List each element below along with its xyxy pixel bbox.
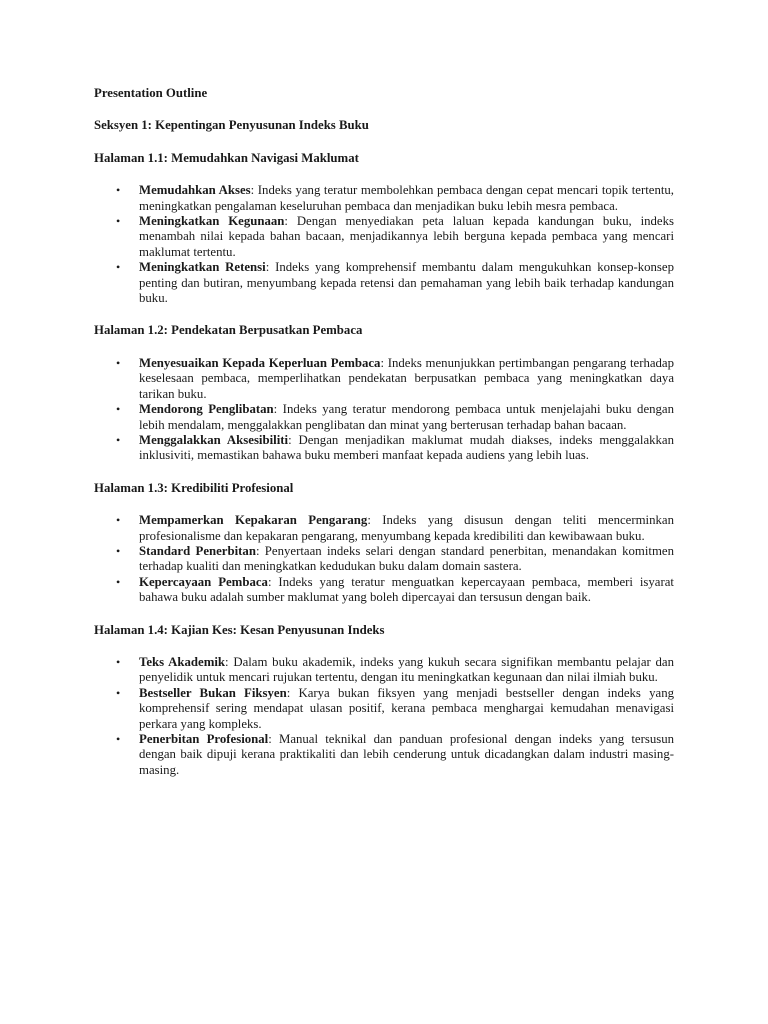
bullet-text: : Karya bukan fiksyen yang menjadi bestseller dengan indeks yang komprehensif sering mendapat ulasan positif, kerana pembaca menghargai kemudahan menavigasi perkara yang kompleks.: [139, 685, 674, 731]
bullet-term: Memudahkan Akses: [139, 183, 251, 198]
bullet-icon: •: [116, 574, 121, 589]
bullet-term: Mempamerkan Kepakaran Pengarang: [139, 513, 368, 528]
bullet-term: Mendorong Penglibatan: [139, 402, 274, 417]
bullet-list-1-1: [94, 183, 674, 306]
bullet-term: Kepercayaan Pembaca: [139, 574, 268, 589]
list-item: [116, 685, 674, 732]
bullet-icon: •: [116, 732, 121, 746]
bullet-term: Bestseller Bukan Fiksyen: [139, 685, 287, 700]
bullet-text: : Penyertaan indeks selari dengan standard penerbitan, menandakan komitmen terhadap kualiti dan meningkatkan kedudukan buku dalam domain sastera.: [139, 543, 674, 574]
list-item: [116, 732, 674, 778]
list-item: [116, 543, 674, 575]
page-heading-1-4: Halaman 1.4: Kajian Kes: Kesan Penyusunan Indeks: [94, 622, 385, 637]
bullet-text: : Dalam buku akademik, indeks yang kukuh secara signifikan membantu pelajar dan penyelidik untuk mencari rujukan tertentu, dengan itu meningkatkan kegunaan dan nilai ilmiah buku.: [139, 654, 674, 685]
bullet-term: Teks Akademik: [139, 654, 226, 669]
bullet-text: : Indeks yang teratur menguatkan kepercayaan pembaca, memberi isyarat bahawa buku adalah sumber maklumat yang boleh dipercayai dan tersusun dengan baik.: [139, 574, 674, 605]
list-item: [116, 432, 674, 464]
bullet-term: Penerbitan Profesional: [139, 732, 269, 746]
list-item: [116, 402, 674, 433]
bullet-term: Meningkatkan Retensi: [139, 260, 266, 275]
bullet-icon: •: [116, 685, 121, 700]
list-item: [116, 355, 675, 402]
list-item: [116, 183, 674, 214]
page-heading-1-2: Halaman 1.2: Pendekatan Berpusatkan Pembaca: [94, 323, 363, 338]
list-item: [116, 513, 674, 544]
bullet-text: : Indeks yang teratur mendorong pembaca untuk menjelajahi buku dengan lebih mendalam, menggalakkan penglibatan dan minat yang berterusan terhadap bahan bacaan.: [139, 402, 674, 432]
list-item: [116, 574, 674, 606]
bullet-text: : Indeks menunjukkan pertimbangan pengarang terhadap keselesaan pembaca, memperlihatkan pendekatan berpusatkan pembaca yang meningkatkan daya tarikan buku.: [139, 355, 675, 401]
bullet-icon: •: [116, 260, 121, 275]
section-title: Seksyen 1: Kepentingan Penyusunan Indeks Buku: [94, 118, 369, 133]
bullet-term: Menggalakkan Aksesibiliti: [139, 432, 289, 447]
bullet-text: : Dengan menjadikan maklumat mudah diakses, indeks menggalakkan inklusiviti, memastikan bahawa buku memberi manfaat kepada audiens yang lebih luas.: [139, 432, 674, 463]
page-heading-1-3: Halaman 1.3: Kredibiliti Profesional: [94, 480, 294, 495]
list-item: [116, 654, 674, 686]
bullet-icon: •: [116, 654, 121, 669]
bullet-icon: •: [116, 513, 121, 528]
bullet-term: Menyesuaikan Kepada Keperluan Pembaca: [139, 355, 381, 370]
bullet-term: Standard Penerbitan: [139, 543, 256, 558]
bullet-icon: •: [116, 543, 121, 558]
bullet-text: : Indeks yang teratur membolehkan pembaca dengan cepat mencari topik tertentu, meningkatkan pengalaman keseluruhan pembaca dan menjadikan buku lebih mesra pembaca.: [139, 183, 674, 213]
bullet-icon: •: [116, 402, 121, 417]
bullet-list-1-3: [94, 513, 674, 605]
bullet-icon: •: [116, 432, 121, 447]
bullet-text: : Indeks yang disusun dengan teliti mencerminkan profesionalisme dan kepakaran pengarang, menyumbang kepada kredibiliti dan kewibawaan buku.: [139, 513, 674, 543]
bullet-list-1-4: [94, 655, 674, 778]
bullet-text: : Manual teknikal dan panduan profesional dengan indeks yang tersusun dengan baik dipuji kerana praktikaliti dan lebih cenderung untuk dicadangkan dalam industri masing-masing.: [139, 732, 674, 777]
bullet-text: : Dengan menyediakan peta laluan kepada kandungan buku, indeks menambah nilai kepada bahan bacaan, menjadikannya lebih berguna kepada pembaca yang mencari maklumat tertentu.: [139, 214, 674, 259]
bullet-term: Meningkatkan Kegunaan: [139, 214, 285, 229]
list-item: [116, 260, 674, 306]
bullet-text: : Indeks yang komprehensif membantu dalam mengukuhkan konsep-konsep penting dan butiran, menyumbang kepada retensi dan pemahaman yang lebih baik terhadap kandungan buku.: [139, 260, 674, 306]
list-item: [116, 214, 674, 260]
page-heading-1-1: Halaman 1.1: Memudahkan Navigasi Maklumat: [94, 150, 359, 165]
bullet-list-1-2: [94, 356, 674, 464]
bullet-icon: •: [116, 183, 121, 198]
document-title: Presentation Outline: [94, 86, 208, 100]
bullet-icon: •: [116, 214, 121, 229]
bullet-icon: •: [116, 355, 121, 370]
